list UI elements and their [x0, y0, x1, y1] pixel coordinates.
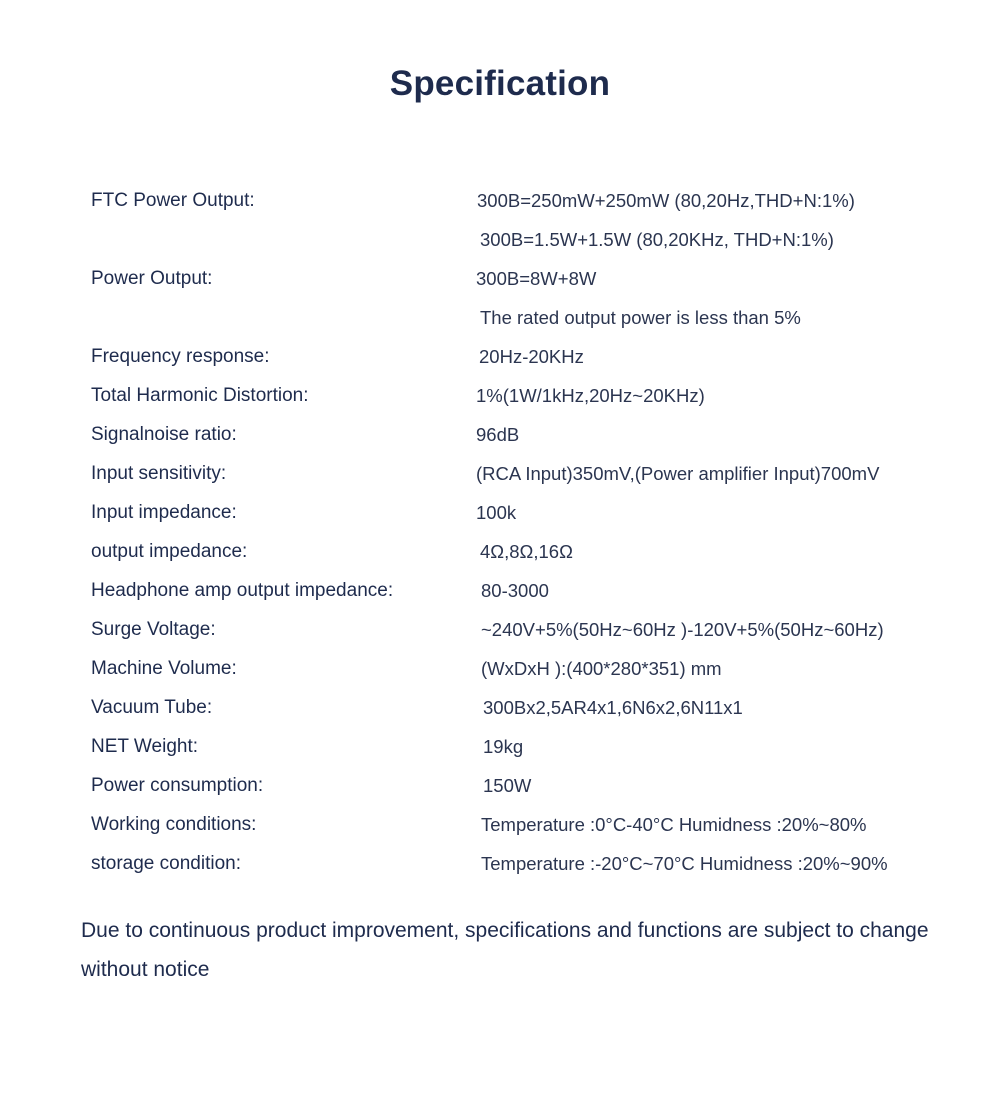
spec-value: The rated output power is less than 5%	[480, 307, 801, 328]
spec-label: Surge Voltage:	[91, 619, 216, 640]
spec-row	[0, 610, 1000, 649]
spec-label: Machine Volume:	[91, 658, 237, 679]
spec-label: Power Output:	[91, 268, 213, 289]
spec-value: Temperature :-20°C~70°C Humidness :20%~90%	[481, 853, 888, 874]
spec-row	[0, 805, 1000, 844]
spec-value: 4Ω,8Ω,16Ω	[480, 541, 573, 562]
spec-row	[0, 376, 1000, 415]
spec-value: 96dB	[476, 424, 520, 445]
spec-label: NET Weight:	[91, 736, 199, 757]
spec-label: Vacuum Tube:	[91, 697, 213, 718]
spec-label: output impedance:	[91, 541, 248, 562]
spec-label: Signalnoise ratio:	[91, 424, 237, 445]
spec-row	[0, 454, 1000, 493]
spec-value: 19kg	[483, 736, 524, 757]
spec-row	[0, 688, 1000, 727]
page-title: Specification	[389, 64, 611, 103]
spec-value: (WxDxH ):(400*280*351) mm	[481, 658, 722, 679]
spec-row	[0, 571, 1000, 610]
spec-label: storage condition:	[91, 853, 241, 874]
spec-value: 150W	[483, 775, 532, 796]
spec-table	[0, 181, 1000, 883]
spec-label: Headphone amp output impedance:	[91, 580, 394, 601]
spec-row	[0, 259, 1000, 298]
spec-label: Input sensitivity:	[91, 463, 227, 484]
spec-value: 20Hz-20KHz	[479, 346, 584, 367]
spec-row	[0, 220, 1000, 259]
spec-label: Power consumption:	[91, 775, 264, 796]
spec-row	[0, 727, 1000, 766]
spec-value: 100k	[476, 502, 517, 523]
spec-row	[0, 649, 1000, 688]
spec-value: Temperature :0°C-40°C Humidness :20%~80%	[481, 814, 867, 835]
spec-value: 300B=250mW+250mW (80,20Hz,THD+N:1%)	[477, 190, 855, 211]
spec-label: Input impedance:	[91, 502, 237, 523]
spec-value: 300B=8W+8W	[476, 268, 597, 289]
spec-value: ~240V+5%(50Hz~60Hz )-120V+5%(50Hz~60Hz)	[481, 619, 884, 640]
spec-value: 80-3000	[481, 580, 549, 601]
spec-row	[0, 337, 1000, 376]
spec-row	[0, 493, 1000, 532]
spec-label: Total Harmonic Distortion:	[91, 385, 309, 406]
spec-row	[0, 181, 1000, 220]
spec-row	[0, 844, 1000, 883]
notice-text: Due to continuous product improvement, specifications and functions are subject to change without notice	[81, 919, 929, 981]
spec-value: 1%(1W/1kHz,20Hz~20KHz)	[476, 385, 705, 406]
spec-row	[0, 415, 1000, 454]
spec-label: Frequency response:	[91, 346, 270, 367]
spec-row	[0, 298, 1000, 337]
spec-row	[0, 766, 1000, 805]
spec-label: Working conditions:	[91, 814, 257, 835]
spec-value: 300B=1.5W+1.5W (80,20KHz, THD+N:1%)	[480, 229, 834, 250]
spec-value: 300Bx2,5AR4x1,6N6x2,6N11x1	[483, 697, 743, 718]
spec-value: (RCA Input)350mV,(Power amplifier Input)700mV	[476, 463, 880, 484]
spec-label: FTC Power Output:	[91, 190, 255, 211]
spec-row	[0, 532, 1000, 571]
